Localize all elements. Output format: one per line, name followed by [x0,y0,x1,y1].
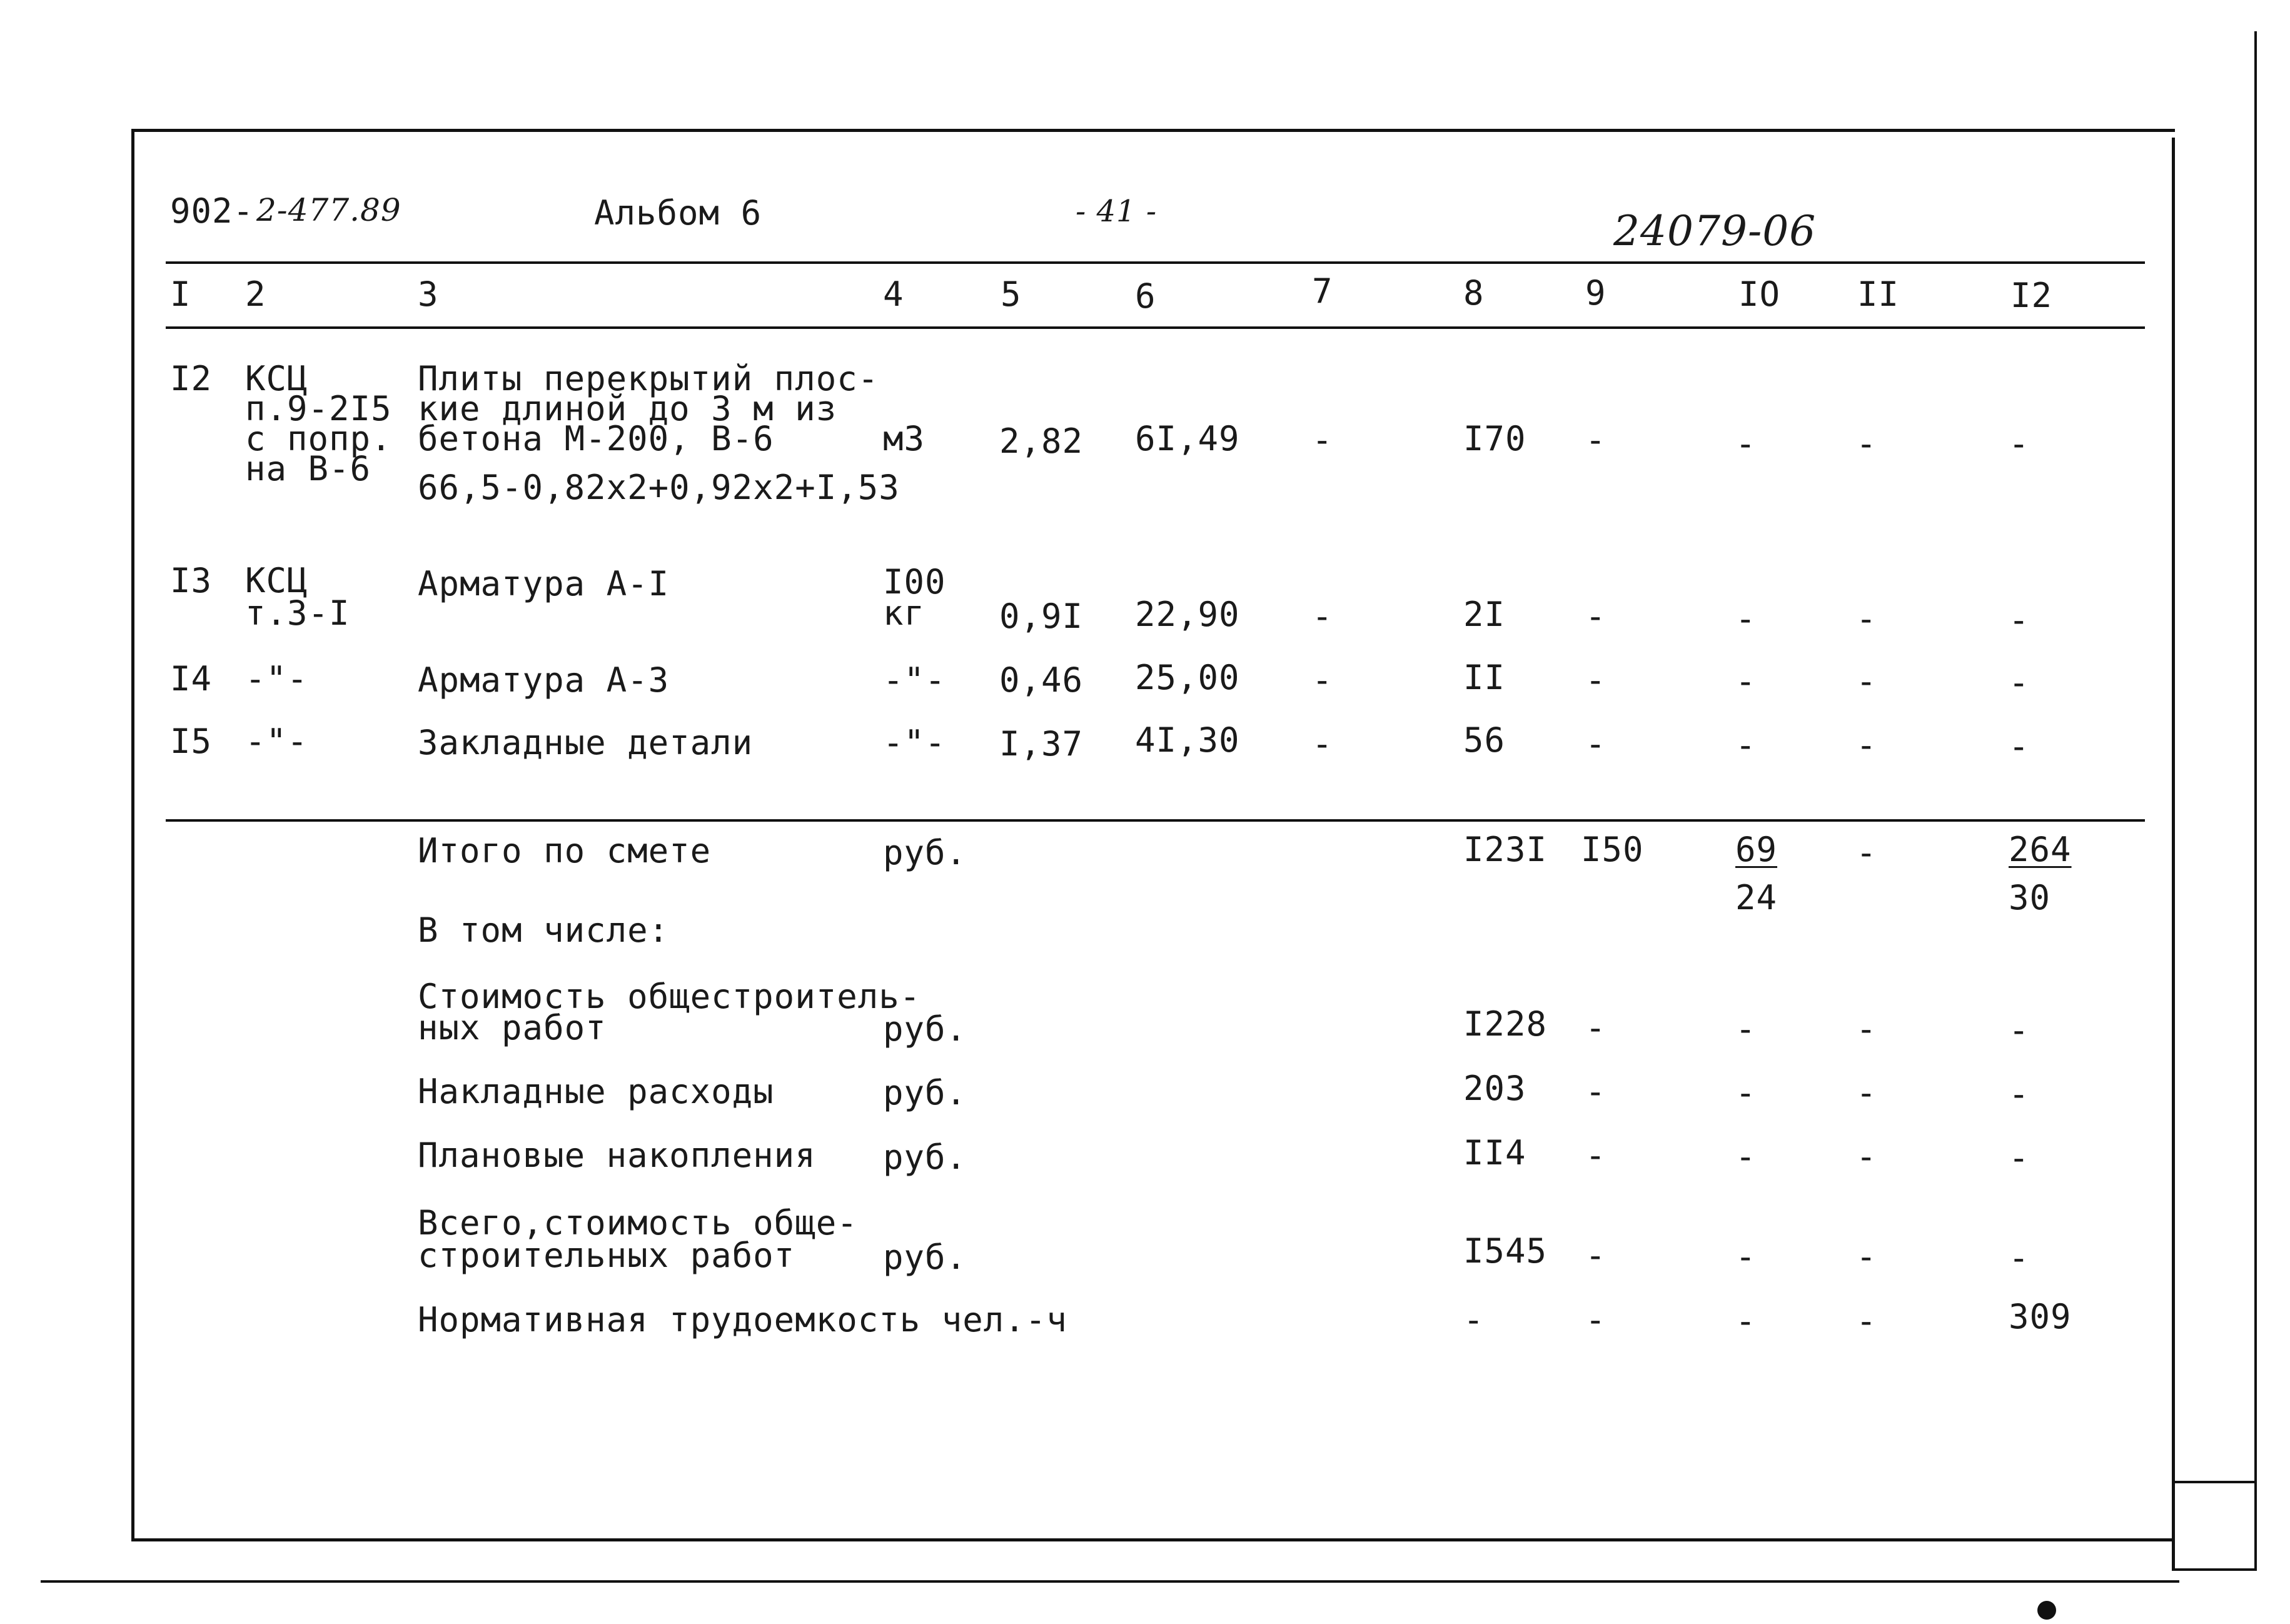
row-i5-price: 4I,30 [1135,720,1240,760]
item-vsego-c9: - [1585,1236,1607,1275]
row-i4-c11: - [1856,662,1877,701]
item-vsego-c11: - [1856,1237,1877,1276]
item-stoimost-unit: руб. [883,1009,967,1049]
item-trudoemkost-c12: 309 [2009,1297,2072,1336]
col-header-10: IO [1738,275,1781,314]
item-planovye-label: Плановые накопления [418,1136,816,1175]
row-i3-number: I3 [170,561,213,600]
doc-number: 24079-06 [1613,207,1817,255]
row-i2-desc-1: Плиты перекрытий плос- [418,359,879,398]
col-header-5: 5 [1001,275,1022,314]
row-i2-price: 6I,49 [1135,419,1240,458]
row-i4-c10: - [1735,662,1757,701]
row-i5-qty: I,37 [999,724,1084,764]
item-nakladnye-c11: - [1856,1073,1877,1112]
item-stoimost-c8: I228 [1463,1004,1548,1044]
row-i4-number: I4 [170,659,213,699]
doc-code-prefix: 902- [170,191,255,231]
row-i2-unit: м3 [883,419,926,458]
itogo-c9: I50 [1581,830,1644,869]
itogo-label: Итого по смете [418,831,712,870]
header-rule-bottom [166,326,2145,329]
item-planovye-c12: - [2009,1138,2030,1178]
row-i2-desc-3: бетона М-200, В-6 [418,419,774,458]
row-i5-c8: 56 [1463,720,1506,760]
row-i5-c7: - [1312,724,1333,764]
frame-left [131,129,134,1541]
doc-code-handwritten: 2-477.89 [256,192,401,228]
row-i3-qty: 0,9I [999,597,1084,636]
item-stoimost-c9: - [1585,1008,1607,1047]
item-nakladnye-c12: - [2009,1074,2030,1114]
col-header-11: II [1857,275,1900,314]
itogo-c11: - [1856,833,1877,872]
col-header-7: 7 [1312,271,1333,311]
item-nakladnye-c10: - [1735,1073,1757,1112]
row-i5-c9: - [1585,724,1607,764]
row-i2-number: I2 [170,359,213,398]
row-i2-c12: - [2009,424,2030,463]
col-header-3: 3 [418,275,439,314]
itogo-c12-top: 264 [2009,830,2072,869]
item-vsego-c10: - [1735,1237,1757,1276]
row-i2-desc-2: кие длиной до 3 м из [418,389,837,428]
row-i3-code-1: КСЦ [245,561,308,600]
row-i3-c11: - [1856,599,1877,638]
row-i4-qty: 0,46 [999,660,1084,700]
row-i3-c8: 2I [1463,595,1506,634]
row-i2-desc-4: 66,5-0,82х2+0,92х2+I,53 [418,468,900,507]
row-i5-number: I5 [170,722,213,761]
row-i2-c8: I70 [1463,419,1526,458]
row-i3-price: 22,90 [1135,595,1240,634]
frame-bottom [131,1538,2175,1541]
item-trudoemkost-c8: - [1463,1300,1485,1339]
row-i4-c7: - [1312,660,1333,700]
row-i2-code-4: на В-6 [245,449,371,488]
col-header-6: 6 [1135,276,1156,316]
row-i4-code: -"- [245,659,308,699]
item-stoimost-c11: - [1856,1009,1877,1049]
row-i3-c7: - [1312,597,1333,636]
page-edge-right [2254,31,2257,1570]
item-nakladnye-c8: 203 [1463,1069,1526,1108]
col-header-1: I [170,275,191,314]
row-i5-c12: - [2009,727,2030,766]
item-planovye-c10: - [1735,1137,1757,1176]
row-i3-unit-2: кг [883,593,926,633]
item-nakladnye-c9: - [1585,1072,1607,1111]
row-i5-unit: -"- [883,723,946,762]
row-i5-code: -"- [245,722,308,761]
item-planovye-c9: - [1585,1136,1607,1175]
row-i3-unit-1: I00 [883,562,946,602]
frame-right [2172,138,2175,1570]
col-header-9: 9 [1585,273,1607,313]
row-i3-c10: - [1735,599,1757,638]
row-i4-unit: -"- [883,660,946,700]
itogo-unit: руб. [883,833,967,872]
item-vsego-unit: руб. [883,1238,967,1277]
row-i4-c9: - [1585,660,1607,700]
page-number: - 41 - [1076,194,1158,229]
item-vsego-c8: I545 [1463,1231,1548,1271]
totals-rule [166,819,2145,822]
item-trudoemkost-c9: - [1585,1300,1607,1339]
row-i5-c11: - [1856,725,1877,765]
row-i2-code-3: с попр. [245,419,392,458]
frame-top [131,129,2175,132]
item-vsego-label-2: строительных работ [418,1236,795,1275]
itogo-c10-bottom: 24 [1735,878,1778,917]
row-i3-c12: - [2009,600,2030,640]
itogo-c12-bottom: 30 [2009,878,2051,917]
item-stoimost-label-1: Стоимость общестроитель- [418,977,921,1016]
row-i2-code-2: п.9-2I5 [245,389,392,428]
item-planovye-c11: - [1856,1137,1877,1176]
row-i3-desc: Арматура А-I [418,564,670,603]
outer-bottom-line [41,1580,2179,1583]
item-trudoemkost-label: Нормативная трудоемкость чел.-ч [418,1300,1067,1339]
row-i5-c10: - [1735,725,1757,765]
item-trudoemkost-c10: - [1735,1301,1757,1341]
row-i2-qty: 2,82 [999,421,1084,461]
item-vsego-label-1: Всего,стоимость обще- [418,1203,858,1243]
item-stoimost-c12: - [2009,1011,2030,1050]
row-i5-desc: Закладные детали [418,723,754,762]
item-planovye-unit: руб. [883,1137,967,1177]
itogo-c10-top: 69 [1735,830,1778,869]
album-label: Альбом 6 [594,193,762,233]
header-rule-top [166,261,2145,264]
col-header-4: 4 [883,275,904,314]
row-i2-c9: - [1585,420,1607,460]
row-i2-code-1: КСЦ [245,359,308,398]
row-i4-desc: Арматура А-3 [418,660,670,700]
v-tom-chisle-label: В том числе: [418,910,670,950]
itogo-c8: I23I [1463,830,1548,869]
item-stoimost-label-2: ных работ [418,1008,607,1047]
col-header-8: 8 [1463,273,1485,313]
row-i4-c12: - [2009,663,2030,702]
stamp-box-bottom [2172,1568,2257,1571]
item-trudoemkost-c11: - [1856,1301,1877,1341]
item-planovye-c8: II4 [1463,1133,1526,1173]
row-i2-c11: - [1856,424,1877,463]
item-stoimost-c10: - [1735,1009,1757,1049]
stamp-box-top [2172,1481,2257,1483]
row-i2-c7: - [1312,420,1333,460]
col-header-12: I2 [2010,276,2053,315]
item-vsego-c12: - [2009,1238,2030,1278]
row-i3-code-2: т.3-I [245,593,350,633]
row-i4-c8: II [1463,658,1506,697]
item-nakladnye-unit: руб. [883,1073,967,1112]
item-nakladnye-label: Накладные расходы [418,1072,774,1111]
col-header-2: 2 [245,275,266,314]
row-i4-price: 25,00 [1135,658,1240,697]
row-i2-c10: - [1735,424,1757,463]
row-i3-c9: - [1585,597,1607,636]
ink-dot [2037,1601,2056,1620]
